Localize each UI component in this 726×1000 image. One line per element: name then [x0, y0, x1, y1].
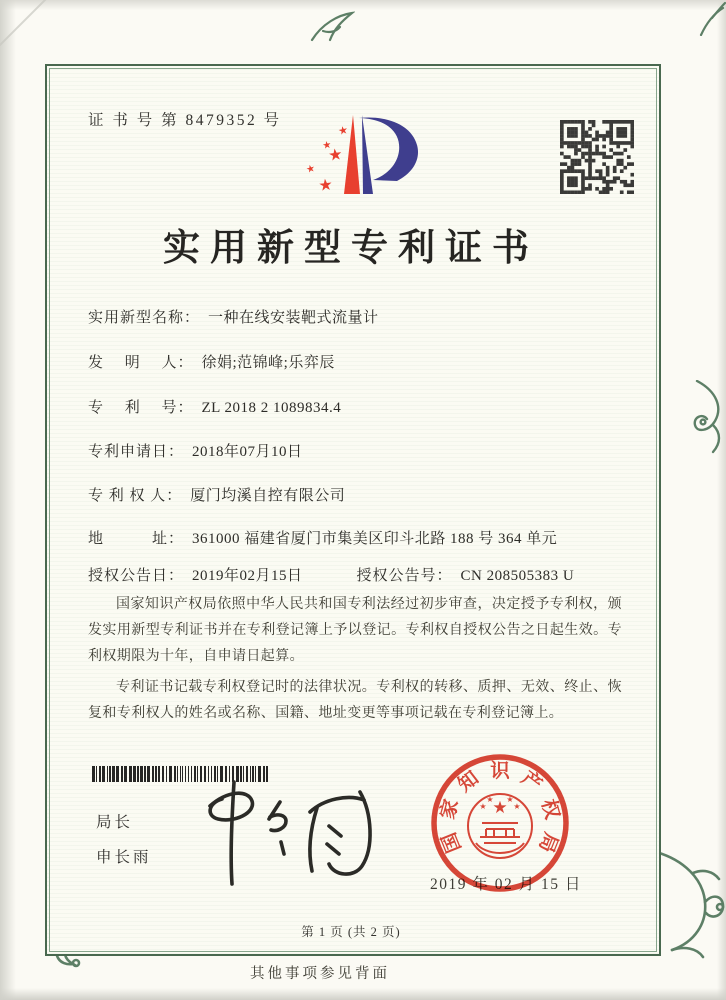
field-value: CN 208505383 U [460, 568, 575, 584]
field-label: 地 址： [88, 531, 185, 547]
field-label: 专 利 号： [88, 400, 194, 416]
field-value: 2018年07月10日 [192, 444, 303, 460]
official-seal-icon [424, 747, 576, 899]
svg-text:★: ★ [486, 795, 494, 804]
field-patentee [88, 484, 345, 505]
legal-paragraph-2: 专利证书记载专利权登记时的法律状况。专利权的转移、质押、无效、终止、恢复和专利权人的姓名或名称、国籍、地址变更等事项记载在专利登记簿上。 [88, 680, 622, 721]
svg-text:权: 权 [536, 797, 563, 822]
field-value: ZL 2018 2 1089834.4 [201, 400, 342, 416]
field-utility-model-name [88, 306, 379, 327]
svg-text:识: 识 [490, 761, 510, 782]
legal-text [88, 592, 622, 727]
field-grant-info [88, 564, 574, 585]
ornament-bottom-right [653, 843, 726, 961]
scan-edge-shadow [0, 988, 726, 1000]
certificate-number: 证 书 号 第 8479352 号 [88, 112, 282, 129]
svg-text:家: 家 [437, 797, 464, 822]
logo-blue-wedge [362, 115, 373, 194]
scan-edge-shadow [717, 0, 726, 1000]
svg-text:局: 局 [534, 829, 562, 856]
svg-text:★: ★ [305, 163, 317, 176]
field-label: 实用新型名称： [88, 310, 201, 326]
field-label: 专 利 权 人： [88, 488, 183, 504]
field-value: 361000 福建省厦门市集美区印斗北路 188 号 364 单元 [192, 531, 558, 547]
back-side-note: 其他事项参见背面 [250, 966, 390, 982]
field-inventors [88, 351, 335, 372]
field-label: 授权公告日： [88, 568, 185, 584]
seal-date: 2019 年 02 月 15 日 [430, 876, 582, 893]
grant-number-group [357, 568, 575, 584]
ornament-top-center [309, 9, 355, 42]
commissioner-name: 申长雨 [96, 849, 152, 866]
field-value: 2019年02月15日 [192, 568, 303, 584]
svg-text:★: ★ [506, 795, 514, 804]
commissioner-block [96, 810, 152, 880]
svg-text:知: 知 [454, 767, 483, 797]
field-value: 一种在线安装靶式流量计 [208, 310, 379, 326]
field-value: 厦门均溪自控有限公司 [190, 488, 346, 504]
qr-code-icon [560, 120, 634, 194]
commissioner-title: 局长 [96, 814, 134, 831]
legal-paragraph-1: 国家知识产权局依照中华人民共和国专利法经过初步审查，决定授予专利权，颁发实用新型专利证书并在专利登记簿上予以登记。专利权自授权公告之日起生效。专利权期限为十年，自申请日起算。 [88, 597, 622, 664]
svg-text:国: 国 [438, 829, 466, 856]
page-number: 第 1 页 (共 2 页) [301, 925, 401, 939]
svg-text:★: ★ [327, 146, 344, 165]
seal-gate [476, 823, 524, 853]
logo-stars [305, 124, 349, 195]
svg-text:产: 产 [517, 767, 546, 797]
field-patent-number [88, 396, 341, 417]
field-value: 徐娟;范锦峰;乐弈辰 [201, 355, 335, 371]
svg-text:★: ★ [317, 176, 334, 195]
scan-edge-shadow [0, 0, 726, 10]
grant-date-group [88, 568, 303, 584]
svg-text:★: ★ [337, 124, 350, 138]
svg-text:★: ★ [479, 802, 487, 811]
field-label: 授权公告号： [356, 568, 453, 584]
cnipa-logo [303, 101, 445, 205]
svg-text:★: ★ [513, 802, 521, 811]
field-filing-date [88, 440, 303, 461]
svg-text:★: ★ [321, 139, 333, 152]
svg-text:★: ★ [492, 798, 508, 817]
field-address [88, 527, 557, 548]
field-label: 发 明 人： [88, 355, 194, 371]
scan-edge-shadow [0, 0, 16, 1000]
signature-icon [180, 776, 385, 894]
field-label: 专利申请日： [88, 444, 185, 460]
certificate-title: 实用新型专利证书 [163, 228, 539, 269]
